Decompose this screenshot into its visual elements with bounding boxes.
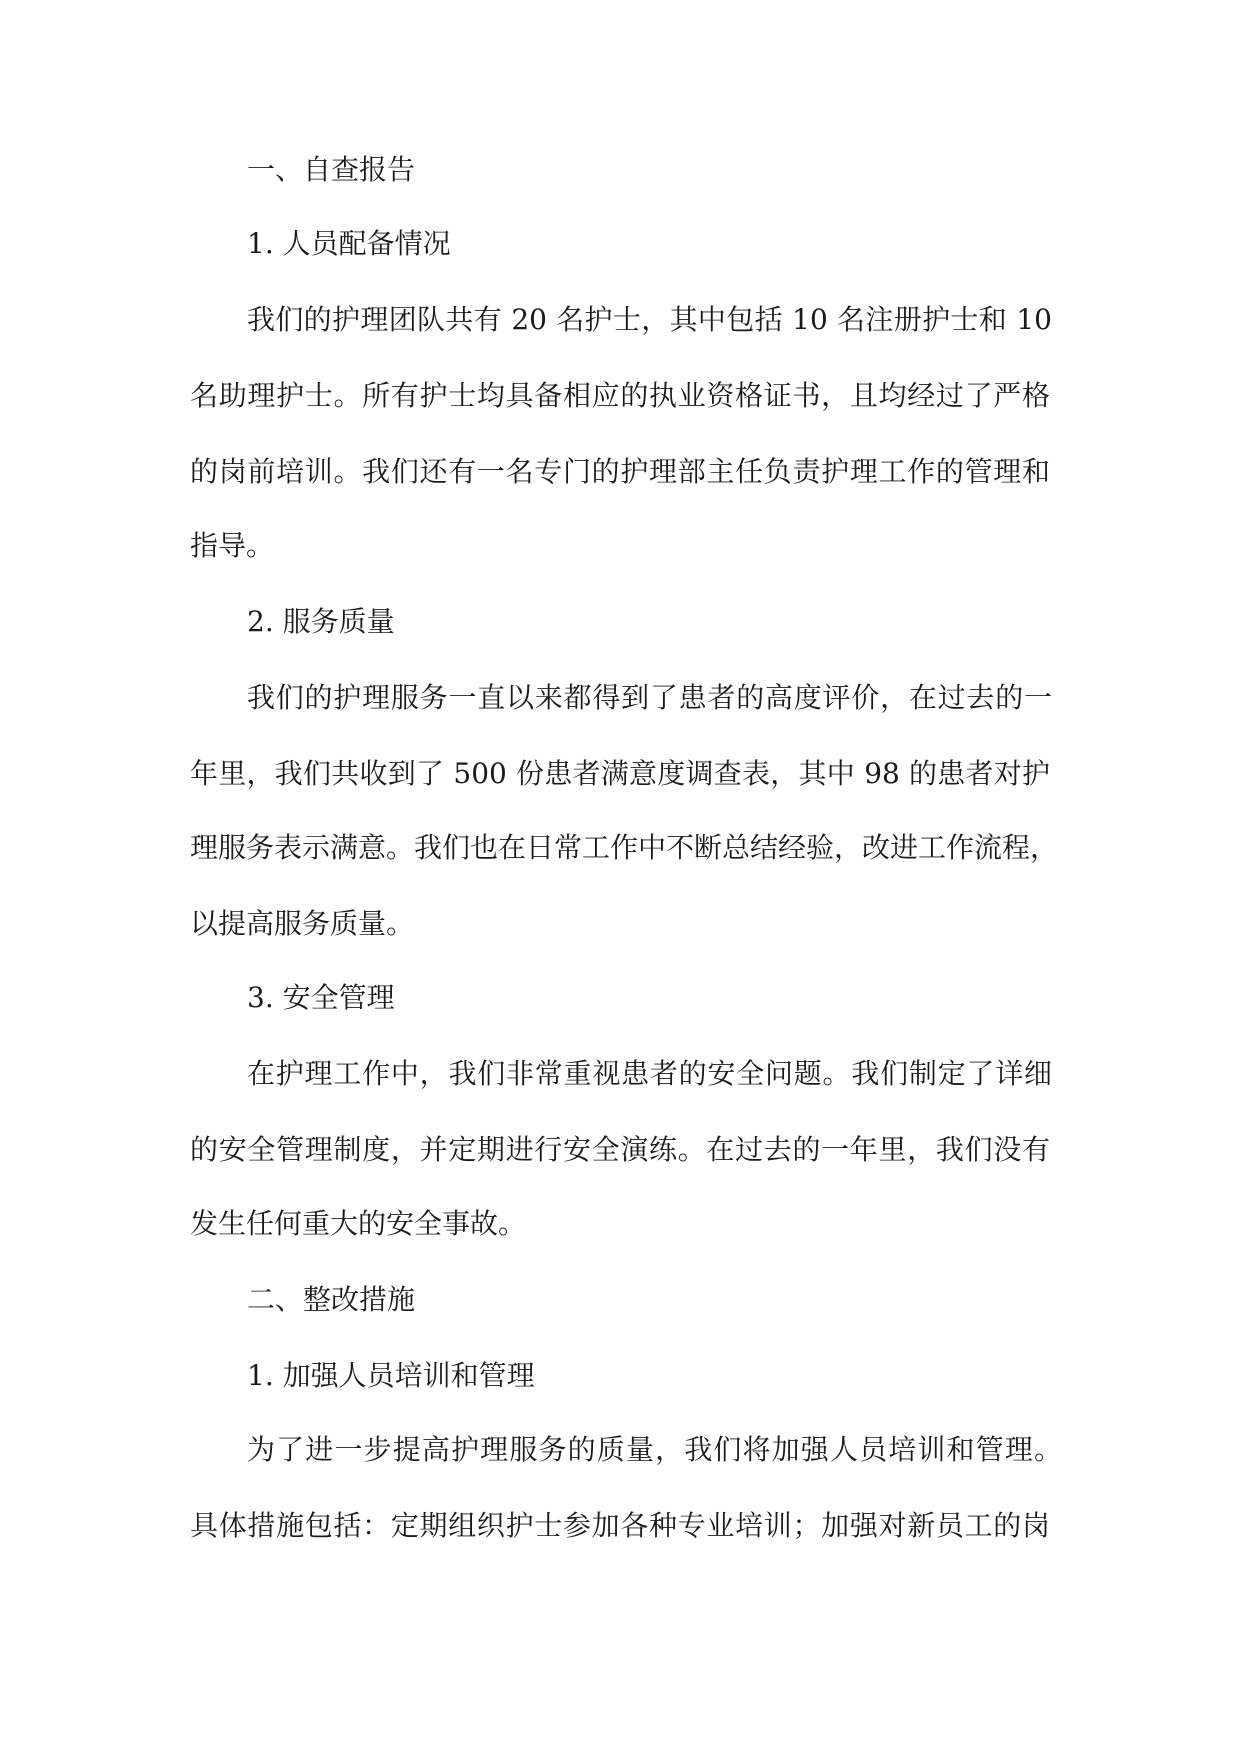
subheading-safety-management: 3. 安全管理: [247, 981, 395, 1014]
paragraph-line: 我们的护理团队共有 20 名护士，其中包括 10 名注册护士和 10: [247, 303, 1052, 336]
subheading-service-quality: 2. 服务质量: [247, 605, 395, 638]
paragraph-line: 的安全管理制度，并定期进行安全演练。在过去的一年里，我们没有: [190, 1133, 1050, 1166]
paragraph-line: 理服务表示满意。我们也在日常工作中不断总结经验，改进工作流程，: [190, 831, 1059, 864]
section-heading-self-check: 一、自查报告: [247, 153, 416, 186]
subheading-staffing: 1. 人员配备情况: [247, 227, 451, 260]
paragraph-line: 我们的护理服务一直以来都得到了患者的高度评价，在过去的一: [247, 681, 1052, 714]
subheading-training: 1. 加强人员培训和管理: [247, 1359, 535, 1392]
paragraph-line: 在护理工作中，我们非常重视患者的安全问题。我们制定了详细: [247, 1057, 1052, 1090]
paragraph-line: 名助理护士。所有护士均具备相应的执业资格证书，且均经过了严格: [190, 379, 1050, 412]
paragraph-line: 发生任何重大的安全事故。: [190, 1207, 527, 1240]
paragraph-line: 年里，我们共收到了 500 份患者满意度调查表，其中 98 的患者对护: [190, 757, 1050, 790]
paragraph-line: 指导。: [190, 529, 275, 562]
paragraph-line: 具体措施包括：定期组织护士参加各种专业培训；加强对新员工的岗: [190, 1509, 1050, 1542]
paragraph-line: 的岗前培训。我们还有一名专门的护理部主任负责护理工作的管理和: [190, 455, 1050, 488]
section-heading-rectification: 二、整改措施: [247, 1283, 416, 1316]
paragraph-line: 为了进一步提高护理服务的质量，我们将加强人员培训和管理。: [247, 1433, 1062, 1466]
paragraph-line: 以提高服务质量。: [190, 907, 415, 940]
